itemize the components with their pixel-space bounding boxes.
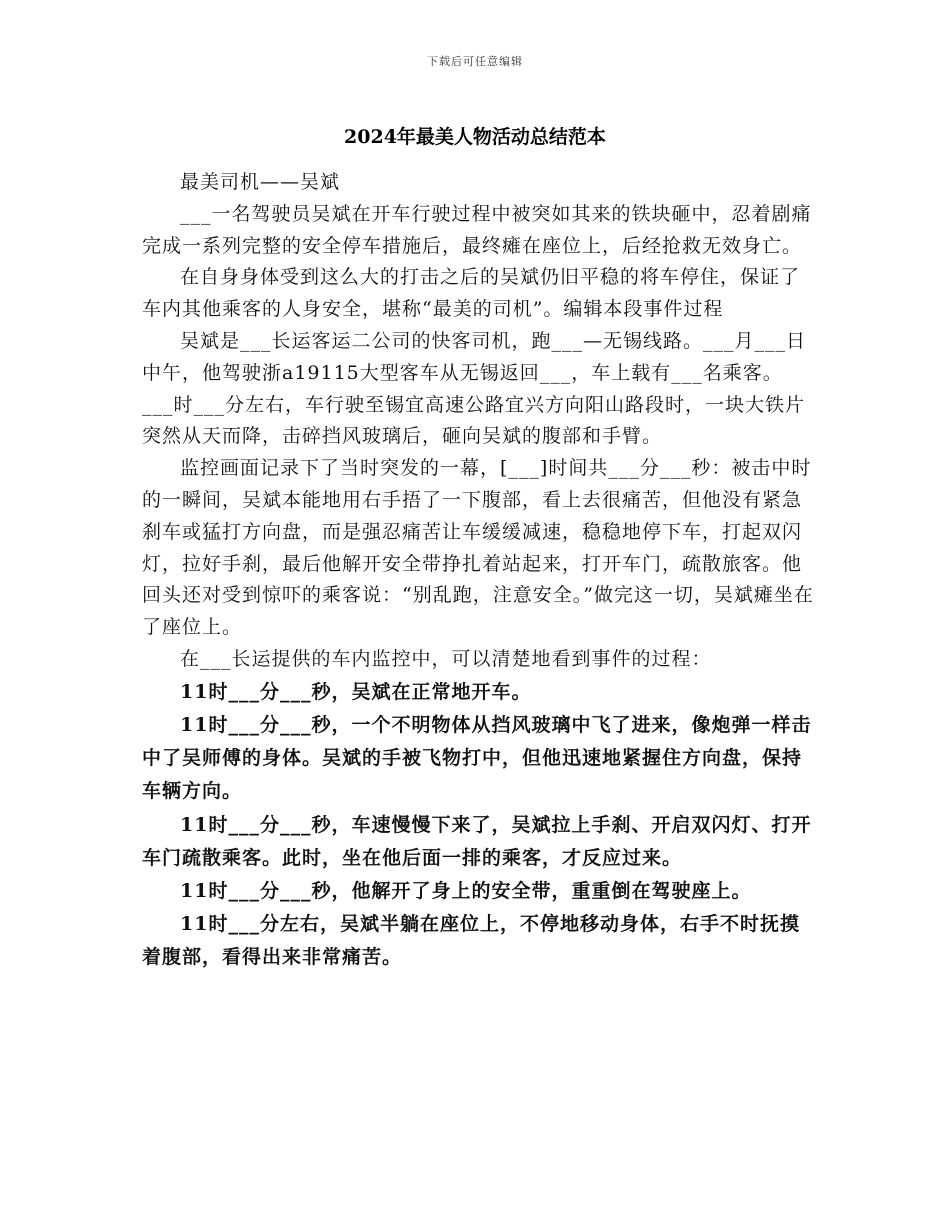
page-header: 下载后可任意编辑 bbox=[427, 55, 523, 68]
document-body bbox=[142, 167, 814, 975]
paragraph-bold: 11时___分___秒，一个不明物体从挡风玻璃中飞了进来，像炮弹一样击中了吴师傅的身体。吴斌的手被飞物打中，但他迅速地紧握住方向盘，保持车辆方向。 bbox=[142, 713, 812, 803]
paragraph: 最美司机——吴斌 bbox=[180, 171, 341, 193]
paragraph: 在自身身体受到这么大的打击之后的吴斌仍旧平稳的将车停住，保证了车内其他乘客的人身安全，堪称“最美的司机”。编辑本段事件过程 bbox=[142, 266, 801, 321]
paragraph: 监控画面记录下了当时突发的一幕，[___]时间共___分___秒：被击中时的一瞬间，吴斌本能地用右手捂了一下腹部，看上去很痛苦，但他没有紧急刹车或猛打方向盘，而是强忍痛苦让车缓缓减速，稳稳地停下车，打起双闪灯，拉好手刹，最后他解开安全带挣扎着站起来，打开车门，疏散旅客。他回头还对受到惊吓的乘客说：“别乱跑，注意安全。”做完这一切，吴斌瘫坐在了座位上。 bbox=[142, 457, 814, 639]
paragraph-bold: 11时___分___秒，车速慢慢下来了，吴斌拉上手刹、开启双闪灯、打开车门疏散乘客。此时，坐在他后面一排的乘客，才反应过来。 bbox=[142, 813, 812, 869]
document-title: 2024年最美人物活动总结范本 bbox=[344, 126, 606, 148]
paragraph: ___一名驾驶员吴斌在开车行驶过程中被突如其来的铁块砸中，忍着剧痛完成一系列完整的安全停车措施后，最终瘫在座位上，后经抢救无效身亡。 bbox=[142, 202, 812, 257]
paragraph-bold: 11时___分___秒，吴斌在正常地开车。 bbox=[180, 680, 532, 703]
paragraph-bold: 11时___分左右，吴斌半躺在座位上，不停地移动身体，右手不时抚摸着腹部，看得出来非常痛苦。 bbox=[142, 913, 800, 969]
paragraph: 吴斌是___长运客运二公司的快客司机，跑___—无锡线路。___月___日中午，他驾驶浙a19115大型客车从无锡返回___，车上载有___名乘客。___时___分左右，车行驶至锡宜高速公路宜兴方向阳山路段时，一块大铁片突然从天而降，击碎挡风玻璃后，砸向吴斌的腹部和手臂。 bbox=[142, 329, 807, 448]
paragraph-bold: 11时___分___秒，他解开了身上的安全带，重重倒在驾驶座上。 bbox=[180, 879, 752, 902]
paragraph: 在___长运提供的车内监控中，可以清楚地看到事件的过程： bbox=[180, 647, 712, 670]
